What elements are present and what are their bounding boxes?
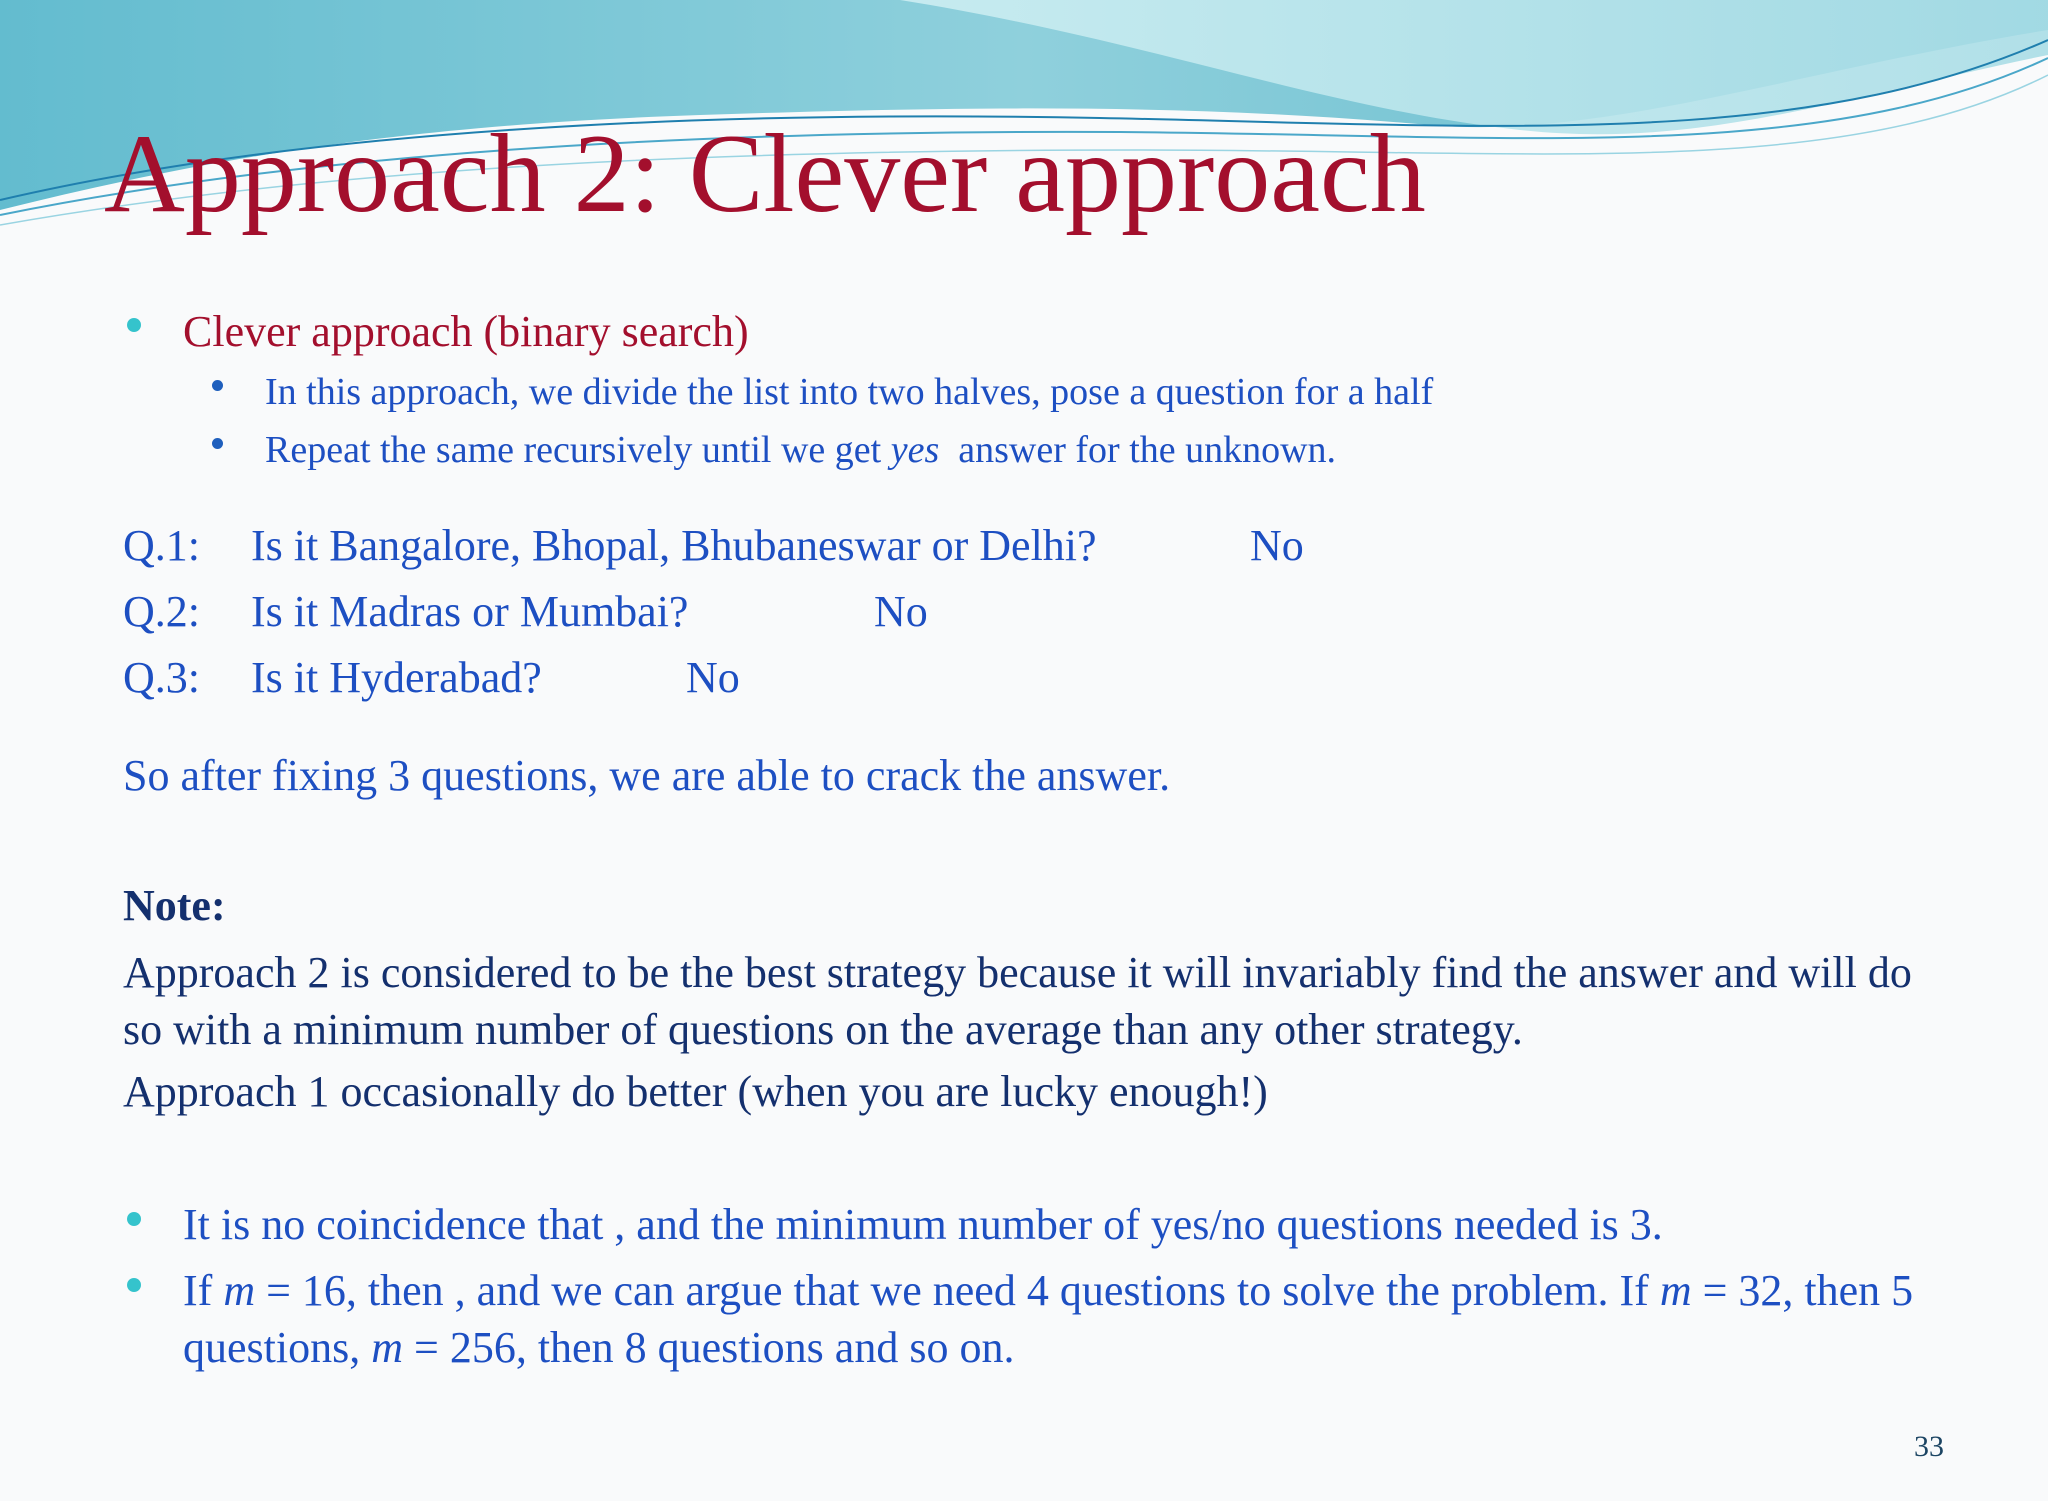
question-3-text: Is it Hyderabad? bbox=[251, 653, 542, 702]
question-2-answer: No bbox=[874, 587, 928, 636]
question-1-label: Q.1: bbox=[123, 521, 200, 570]
sub-bullet-repeat-before: Repeat the same recursively until we get bbox=[265, 429, 891, 471]
bullet-m-text-2: = 16, then , and we can argue that we need 4 questions to solve the problem. If bbox=[255, 1266, 1660, 1315]
bullet-binary-search: Clever approach (binary search) bbox=[183, 307, 749, 356]
bullet-coincidence: It is no coincidence that , and the minimum number of yes/no questions needed is 3. bbox=[183, 1200, 1663, 1249]
bullet-m-text-4: = 256, then 8 questions and so on. bbox=[403, 1323, 1015, 1372]
sub-bullet-repeat-after: answer for the unknown. bbox=[939, 429, 1337, 471]
summary-text: So after fixing 3 questions, we are able to crack the answer. bbox=[123, 751, 1171, 800]
sub-bullet-dot bbox=[212, 438, 223, 449]
question-2-label: Q.2: bbox=[123, 587, 200, 636]
bullet-dot bbox=[127, 1212, 141, 1226]
sub-bullet-repeat bbox=[265, 428, 1336, 472]
question-3-answer: No bbox=[686, 653, 740, 702]
bullet-m-var-1: m bbox=[223, 1266, 256, 1315]
bullet-m-var-2: m bbox=[1659, 1266, 1692, 1315]
question-1-answer: No bbox=[1250, 521, 1304, 570]
sub-bullet-divide: In this approach, we divide the list into two halves, pose a question for a half bbox=[265, 371, 1434, 413]
slide-title: Approach 2: Clever approach bbox=[104, 112, 1426, 236]
sub-bullet-dot bbox=[212, 380, 223, 391]
bullet-m-values bbox=[183, 1262, 1943, 1376]
note-heading: Note: bbox=[123, 881, 226, 930]
note-paragraph-1: Approach 2 is considered to be the best strategy because it will invariably find the answer and will do so with a minimum number of questions on the average than any other strategy. bbox=[123, 948, 1912, 1054]
sub-bullet-repeat-em: yes bbox=[890, 429, 940, 471]
note-paragraph-2: Approach 1 occasionally do better (when you are lucky enough!) bbox=[123, 1067, 1268, 1116]
question-3-label: Q.3: bbox=[123, 653, 200, 702]
bullet-m-text-1: If bbox=[183, 1266, 224, 1315]
bullet-dot bbox=[127, 318, 141, 332]
question-1-text: Is it Bangalore, Bhopal, Bhubaneswar or Delhi? bbox=[251, 521, 1097, 570]
bullet-dot bbox=[127, 1278, 141, 1292]
bullet-m-var-3: m bbox=[371, 1323, 404, 1372]
question-2-text: Is it Madras or Mumbai? bbox=[251, 587, 689, 636]
page-number: 33 bbox=[1914, 1430, 1944, 1463]
bullet-m-text-3: = 32, then 5 questions, bbox=[183, 1266, 1914, 1372]
